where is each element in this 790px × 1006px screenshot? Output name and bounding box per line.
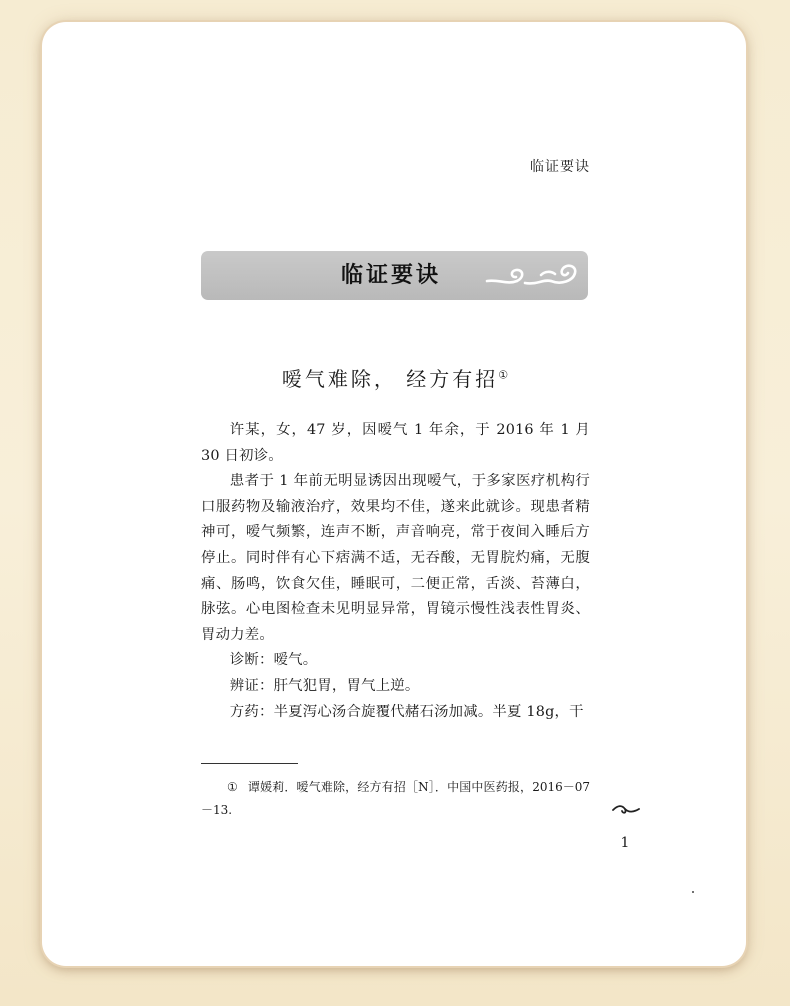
- paragraph-history: 患者于 1 年前无明显诱因出现嗳气，于多家医疗机构行口服药物及输液治疗，效果均不佳，遂来此就诊。现患者精神可，嗳气频繁，连声不断，声音响亮，常于夜间入睡后方停止。同时伴有心下痞满不适，无吞酸，无胃脘灼痛，无腹痛、肠鸣，饮食欠佳，睡眠可，二便正常，舌淡、苔薄白，脉弦。心电图检查未见明显异常，胃镜示慢性浅表性胃炎、胃动力差。: [201, 473, 590, 643]
- paragraph-prescription: 方药：半夏泻心汤合旋覆代赭石汤加减。半夏 18g，干: [229, 703, 584, 720]
- page-number: 1: [620, 835, 630, 851]
- footnote-divider: [201, 763, 298, 764]
- paragraph-diagnosis: 诊断：嗳气。: [229, 652, 318, 669]
- cloud-scroll-icon: [485, 259, 583, 291]
- article-title: [200, 363, 590, 392]
- article-title-text: 嗳气难除， 经方有招: [281, 367, 499, 391]
- footnote-text: 谭媛莉．嗳气难除，经方有招［N］．中国中医药报，2016－07－13.: [201, 780, 590, 817]
- article-body: [201, 418, 590, 725]
- footnote-mark: ①: [227, 780, 238, 794]
- footnote: [201, 776, 590, 822]
- running-head: 临证要诀: [530, 159, 590, 175]
- paragraph-syndrome: 辨证：肝气犯胃，胃气上逆。: [229, 677, 420, 694]
- chapter-banner: [201, 251, 588, 300]
- footnote-reference[interactable]: ①: [498, 368, 509, 382]
- speck: [692, 891, 694, 893]
- chapter-title: 临证要诀: [340, 262, 441, 288]
- paragraph-intro: 许某，女，47 岁，因嗳气 1 年余，于 2016 年 1 月 30 日初诊。: [201, 422, 590, 464]
- swirl-ornament-icon: [612, 801, 640, 817]
